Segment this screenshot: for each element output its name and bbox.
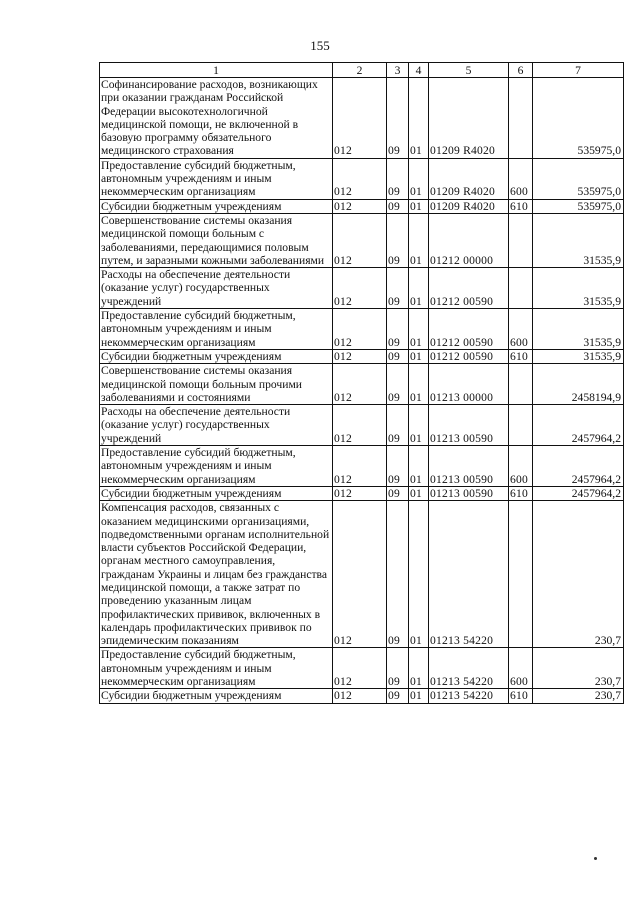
expense-type-cell: 600 — [509, 648, 533, 689]
section-code-cell: 09 — [387, 268, 409, 309]
row-name-cell: Компенсация расходов, связанных с оказанием медицинскими организациями, подведомственными органам исполнительной власти субъектов Российской Федерации, органам местного самоуправления, гражданам Украины и лицам без гражданства медицинской помощи, а также затрат по проведению указанным лицам профилактических прививок, включенных в календарь профилактических прививок по эпидемическим показаниям — [100, 501, 333, 648]
subsection-code-cell: 01 — [409, 501, 429, 648]
amount-cell: 535975,0 — [533, 158, 624, 199]
table-body — [100, 78, 624, 704]
ministry-code-cell: 012 — [333, 486, 387, 500]
column-number-row — [100, 63, 624, 78]
ministry-code-cell: 012 — [333, 158, 387, 199]
section-code-cell: 09 — [387, 689, 409, 703]
amount-cell: 230,7 — [533, 689, 624, 703]
subsection-code-cell: 01 — [409, 446, 429, 487]
column-header: 3 — [387, 63, 409, 78]
budget-table — [99, 62, 624, 704]
column-header: 2 — [333, 63, 387, 78]
column-header: 1 — [100, 63, 333, 78]
row-name-cell: Расходы на обеспечение деятельности (оказание услуг) государственных учреждений — [100, 268, 333, 309]
amount-cell: 2457964,2 — [533, 446, 624, 487]
column-header: 4 — [409, 63, 429, 78]
ministry-code-cell: 012 — [333, 268, 387, 309]
row-name-cell: Субсидии бюджетным учреждениям — [100, 486, 333, 500]
subsection-code-cell: 01 — [409, 268, 429, 309]
subsection-code-cell: 01 — [409, 213, 429, 267]
column-header: 5 — [429, 63, 509, 78]
table-row — [100, 486, 624, 500]
table-row — [100, 501, 624, 648]
row-name-cell: Совершенствование системы оказания медицинской помощи больным прочими заболеваниями и состояниями — [100, 364, 333, 405]
expense-type-cell: 610 — [509, 199, 533, 213]
target-article-cell: 01213 54220 — [429, 648, 509, 689]
table-row — [100, 689, 624, 703]
expense-type-cell: 600 — [509, 309, 533, 350]
stray-mark — [594, 857, 597, 860]
amount-cell: 230,7 — [533, 501, 624, 648]
column-header: 7 — [533, 63, 624, 78]
ministry-code-cell: 012 — [333, 199, 387, 213]
amount-cell: 31535,9 — [533, 349, 624, 363]
target-article-cell: 01212 00000 — [429, 213, 509, 267]
ministry-code-cell: 012 — [333, 648, 387, 689]
target-article-cell: 01212 00590 — [429, 349, 509, 363]
target-article-cell: 01209 R4020 — [429, 158, 509, 199]
table-row — [100, 364, 624, 405]
row-name-cell: Совершенствование системы оказания медицинской помощи больным с заболеваниями, передающимися половым путем, и заразными кожными заболеваниями — [100, 213, 333, 267]
table-row — [100, 349, 624, 363]
table-row — [100, 199, 624, 213]
row-name-cell: Предоставление субсидий бюджетным, автономным учреждениям и иным некоммерческим организациям — [100, 446, 333, 487]
section-code-cell: 09 — [387, 199, 409, 213]
expense-type-cell — [509, 213, 533, 267]
amount-cell: 31535,9 — [533, 213, 624, 267]
ministry-code-cell: 012 — [333, 349, 387, 363]
target-article-cell: 01213 00000 — [429, 364, 509, 405]
target-article-cell: 01213 00590 — [429, 405, 509, 446]
ministry-code-cell: 012 — [333, 501, 387, 648]
section-code-cell: 09 — [387, 364, 409, 405]
target-article-cell: 01213 00590 — [429, 446, 509, 487]
row-name-cell: Предоставление субсидий бюджетным, автономным учреждениям и иным некоммерческим организациям — [100, 309, 333, 350]
row-name-cell: Субсидии бюджетным учреждениям — [100, 689, 333, 703]
amount-cell: 2458194,9 — [533, 364, 624, 405]
target-article-cell: 01212 00590 — [429, 268, 509, 309]
subsection-code-cell: 01 — [409, 199, 429, 213]
table-row — [100, 648, 624, 689]
expense-type-cell — [509, 78, 533, 159]
subsection-code-cell: 01 — [409, 364, 429, 405]
row-name-cell: Расходы на обеспечение деятельности (оказание услуг) государственных учреждений — [100, 405, 333, 446]
table-row — [100, 268, 624, 309]
subsection-code-cell: 01 — [409, 405, 429, 446]
table-row — [100, 446, 624, 487]
page-number: 155 — [310, 38, 330, 53]
amount-cell: 2457964,2 — [533, 405, 624, 446]
ministry-code-cell: 012 — [333, 689, 387, 703]
section-code-cell: 09 — [387, 446, 409, 487]
row-name-cell: Субсидии бюджетным учреждениям — [100, 349, 333, 363]
target-article-cell: 01213 00590 — [429, 486, 509, 500]
expense-type-cell — [509, 364, 533, 405]
target-article-cell: 01209 R4020 — [429, 78, 509, 159]
expense-type-cell — [509, 501, 533, 648]
subsection-code-cell: 01 — [409, 78, 429, 159]
expense-type-cell: 610 — [509, 689, 533, 703]
table-row — [100, 213, 624, 267]
table-row — [100, 78, 624, 159]
expense-type-cell: 600 — [509, 158, 533, 199]
row-name-cell: Софинансирование расходов, возникающих при оказании гражданам Российской Федерации высокотехнологичной медицинской помощи, не включенной в базовую программу обязательного медицинского страхования — [100, 78, 333, 159]
ministry-code-cell: 012 — [333, 364, 387, 405]
subsection-code-cell: 01 — [409, 648, 429, 689]
subsection-code-cell: 01 — [409, 349, 429, 363]
subsection-code-cell: 01 — [409, 486, 429, 500]
expense-type-cell: 610 — [509, 486, 533, 500]
amount-cell: 31535,9 — [533, 268, 624, 309]
section-code-cell: 09 — [387, 349, 409, 363]
table-row — [100, 158, 624, 199]
amount-cell: 230,7 — [533, 648, 624, 689]
target-article-cell: 01212 00590 — [429, 309, 509, 350]
section-code-cell: 09 — [387, 309, 409, 350]
ministry-code-cell: 012 — [333, 405, 387, 446]
subsection-code-cell: 01 — [409, 309, 429, 350]
section-code-cell: 09 — [387, 405, 409, 446]
target-article-cell: 01213 54220 — [429, 689, 509, 703]
section-code-cell: 09 — [387, 213, 409, 267]
ministry-code-cell: 012 — [333, 213, 387, 267]
ministry-code-cell: 012 — [333, 446, 387, 487]
expense-type-cell — [509, 405, 533, 446]
expense-type-cell: 600 — [509, 446, 533, 487]
amount-cell: 535975,0 — [533, 78, 624, 159]
table-row — [100, 309, 624, 350]
row-name-cell: Субсидии бюджетным учреждениям — [100, 199, 333, 213]
subsection-code-cell: 01 — [409, 158, 429, 199]
column-header: 6 — [509, 63, 533, 78]
target-article-cell: 01213 54220 — [429, 501, 509, 648]
section-code-cell: 09 — [387, 158, 409, 199]
table-row — [100, 405, 624, 446]
ministry-code-cell: 012 — [333, 309, 387, 350]
row-name-cell: Предоставление субсидий бюджетным, автономным учреждениям и иным некоммерческим организациям — [100, 158, 333, 199]
section-code-cell: 09 — [387, 648, 409, 689]
expense-type-cell — [509, 268, 533, 309]
amount-cell: 2457964,2 — [533, 486, 624, 500]
ministry-code-cell: 012 — [333, 78, 387, 159]
expense-type-cell: 610 — [509, 349, 533, 363]
subsection-code-cell: 01 — [409, 689, 429, 703]
section-code-cell: 09 — [387, 501, 409, 648]
amount-cell: 535975,0 — [533, 199, 624, 213]
row-name-cell: Предоставление субсидий бюджетным, автономным учреждениям и иным некоммерческим организациям — [100, 648, 333, 689]
section-code-cell: 09 — [387, 486, 409, 500]
amount-cell: 31535,9 — [533, 309, 624, 350]
section-code-cell: 09 — [387, 78, 409, 159]
target-article-cell: 01209 R4020 — [429, 199, 509, 213]
